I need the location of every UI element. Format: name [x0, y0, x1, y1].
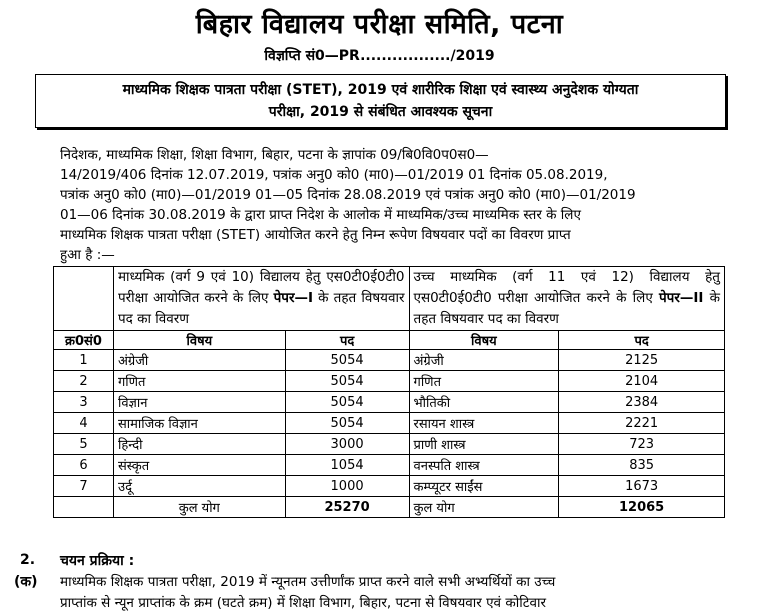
posts-1-cell: 5054 — [285, 392, 409, 413]
posts-1-cell: 5054 — [285, 350, 409, 371]
table-row — [54, 350, 725, 371]
subject-1-cell: विज्ञान — [113, 392, 285, 413]
intro-line: निदेशक, माध्यमिक शिक्षा, शिक्षा विभाग, बिहार, पटना के ज्ञापांक 09/बि0वि0प0स0— — [60, 147, 489, 163]
intro-line: पत्रांक अनु0 को0 (मा0)—01/2019 01—05 दिनांक 28.08.2019 एवं पत्रांक अनु0 को0 (मा0)—01/2019 — [60, 187, 636, 203]
serial-number-cell: 2 — [54, 371, 114, 392]
table-row — [54, 371, 725, 392]
table-row — [54, 392, 725, 413]
total-row — [54, 497, 725, 518]
paper-2-label: पेपर—II — [659, 290, 704, 306]
serial-number-cell: 4 — [54, 413, 114, 434]
page-title: बिहार विद्यालय परीक्षा समिति, पटना — [195, 9, 564, 40]
posts-2-cell: 2221 — [559, 413, 725, 434]
posts-2-cell: 1673 — [559, 476, 725, 497]
subject-1-cell: उर्दू — [113, 476, 285, 497]
intro-line: हुआ है :— — [60, 247, 115, 263]
table-row — [54, 476, 725, 497]
subject-2-cell: प्राणी शास्त्र — [409, 434, 559, 455]
posts-2-cell: 723 — [559, 434, 725, 455]
total-empty-cell — [54, 497, 114, 518]
sub-a-line: प्राप्तांक से न्यून प्राप्तांक के क्रम (घटते क्रम) में शिक्षा विभाग, बिहार, पटना से विषयवार एवं कोटिवार — [60, 595, 547, 611]
subject-1-cell: सामाजिक विज्ञान — [113, 413, 285, 434]
posts-1-cell: 5054 — [285, 413, 409, 434]
total-label-2: कुल योग — [409, 497, 559, 518]
subject-box — [35, 74, 726, 128]
paper-1-header — [113, 267, 409, 331]
subject-2-cell: भौतिकी — [409, 392, 559, 413]
paper-2-header-text: उच्च माध्यमिक (वर्ग 11 एवं 12) विद्यालय हेतु एस0टी0ई0टी0 परीक्षा आयोजित करने के लिए — [413, 269, 720, 306]
column-header-row — [54, 331, 725, 350]
subject-2-cell: कम्प्यूटर साईंस — [409, 476, 559, 497]
posts-2-cell: 2384 — [559, 392, 725, 413]
subject-2-cell: वनस्पति शास्त्र — [409, 455, 559, 476]
section-2-title: चयन प्रक्रिया : — [60, 553, 135, 569]
subject-1-cell: अंग्रेजी — [113, 350, 285, 371]
posts-2-cell: 835 — [559, 455, 725, 476]
sub-a-paragraph — [60, 572, 725, 614]
serial-number-cell: 3 — [54, 392, 114, 413]
posts-1-cell: 1054 — [285, 455, 409, 476]
col-subject-2-header: विषय — [409, 331, 559, 350]
subject-1-cell: गणित — [113, 371, 285, 392]
posts-1-cell: 3000 — [285, 434, 409, 455]
total-posts-1: 25270 — [285, 497, 409, 518]
serial-number-cell: 1 — [54, 350, 114, 371]
posts-1-cell: 5054 — [285, 371, 409, 392]
posts-2-cell: 2104 — [559, 371, 725, 392]
subject-line-2: परीक्षा, 2019 से संबंधित आवश्यक सूचना — [268, 104, 493, 120]
table-row — [54, 413, 725, 434]
paper-2-header — [409, 267, 725, 331]
table-header-row — [54, 267, 725, 331]
subject-line-1: माध्यमिक शिक्षक पात्रता परीक्षा (STET), 2019 एवं शारीरिक शिक्षा एवं स्वास्थ्य अनुदेशक योग्यता — [122, 82, 639, 98]
subject-2-cell: गणित — [409, 371, 559, 392]
paper-2-header-suffix: के तहत विषयवार पद का विवरण — [413, 290, 721, 327]
total-posts-2: 12065 — [559, 497, 725, 518]
serial-number-cell: 6 — [54, 455, 114, 476]
paper-1-header-text: माध्यमिक (वर्ग 9 एवं 10) विद्यालय हेतु एस0टी0ई0टी0 परीक्षा आयोजित करने के लिए — [117, 269, 405, 306]
paper-1-header-suffix: के तहत विषयवार पद का विवरण — [117, 290, 405, 327]
serial-number-cell: 5 — [54, 434, 114, 455]
intro-line: 01—06 दिनांक 30.08.2019 के द्वारा प्राप्त निदेश के आलोक में माध्यमिक/उच्च माध्यमिक स्तर के लिए — [60, 207, 581, 223]
serial-number-cell: 7 — [54, 476, 114, 497]
posts-2-cell: 2125 — [559, 350, 725, 371]
subject-2-cell: रसायन शास्त्र — [409, 413, 559, 434]
subject-1-cell: हिन्दी — [113, 434, 285, 455]
col-serial-header: क्र0सं0 — [54, 331, 114, 350]
posts-1-cell: 1000 — [285, 476, 409, 497]
sub-a-line: माध्यमिक शिक्षक पात्रता परीक्षा, 2019 में न्यूनतम उत्तीर्णांक प्राप्त करने वाले सभी अभ्यर्थियों का उच्च — [60, 574, 556, 590]
total-label-1: कुल योग — [113, 497, 285, 518]
subject-2-cell: अंग्रेजी — [409, 350, 559, 371]
intro-paragraph — [60, 145, 720, 265]
intro-line: माध्यमिक शिक्षक पात्रता परीक्षा (STET) आयोजित करने हेतु निम्न रूपेण विषयवार पदों का विवरण प्राप्त — [60, 227, 571, 243]
vacancy-table — [53, 266, 725, 518]
col-subject-1-header: विषय — [113, 331, 285, 350]
table-row — [54, 455, 725, 476]
notice-number: विज्ञप्ति सं0—PR................./2019 — [264, 48, 495, 64]
table-row — [54, 434, 725, 455]
col-posts-1-header: पद — [285, 331, 409, 350]
intro-line: 14/2019/406 दिनांक 12.07.2019, पत्रांक अनु0 को0 (मा0)—01/2019 01 दिनांक 05.08.2019, — [60, 167, 608, 183]
col-posts-2-header: पद — [559, 331, 725, 350]
empty-header-cell — [54, 267, 114, 331]
subject-1-cell: संस्कृत — [113, 455, 285, 476]
paper-1-label: पेपर—I — [273, 290, 314, 306]
sub-a-label: (क) — [14, 574, 38, 590]
section-2-number: 2. — [20, 552, 36, 568]
